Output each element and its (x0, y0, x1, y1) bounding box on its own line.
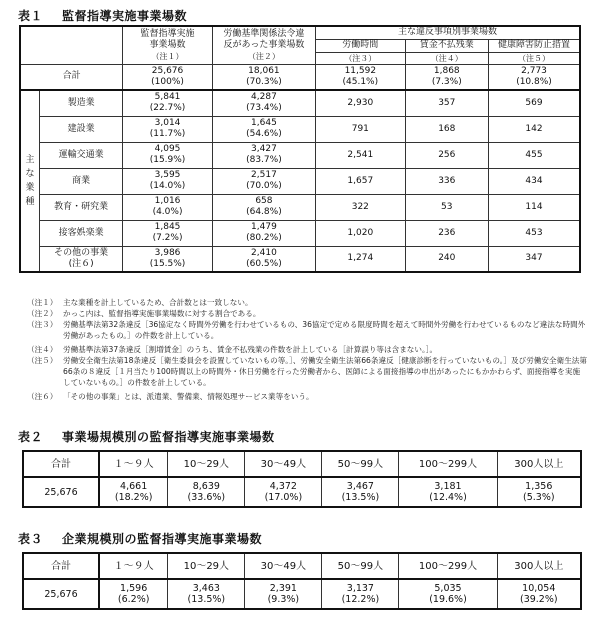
establishment-size-table (22, 450, 582, 508)
footnote: （注１） 主な業種を計上しているため、合計数とは一致しない。 (27, 298, 253, 307)
table-row: 商業 3,595 (14.0%) 2,517 (70.0%) 1,657 336 434 (20, 168, 580, 194)
table3-title-text: 企業規模別の監督指導実施事業場数 (62, 532, 263, 546)
header-inspected: 監督指導実施 事業場数 （注１） (123, 26, 212, 64)
table-row: 運輸交通業 4,095 (15.9%) 3,427 (83.7%) 2,541 256 455 (20, 142, 580, 168)
footnote: （注２） かっこ内は、監督指導実施事業場数に対する割合である。 (27, 309, 261, 318)
footnote: （注４） 労働基準法第37条違反［割増賃金］のうち、賃金不払残業の件数を計上している［計算誤り等は含まない。］。 (27, 345, 438, 354)
footnotes (27, 297, 587, 402)
table-row: 25,676 4,661 (18.2%) 8,639 (33.6%) 4,372 (17.0%) 3,467 (13.5%) 3,181 (12.4%) 1,356 (5.3%) (23, 477, 581, 507)
table3-title (18, 530, 262, 547)
footnote: （注３） 労働基準法第32条違反［36協定なく時間外労働を行わせているもの、36協定で定める限度時間を超えて時間外労働を行わせているものなど違法な時間外労働があったもの。］の件数を計上している。 (27, 320, 586, 340)
header-violations: 労働基準関係法令違 反があった事業場数 （注２） (212, 26, 315, 64)
header-row: 合計 １～９人 10～29人 30～49人 50～99人 100～299人 300人以上 (23, 553, 581, 579)
note-ref-4: （注４） (405, 52, 488, 64)
header-row: 合計 １～９人 10～29人 30～49人 50～99人 100～299人 300人以上 (23, 451, 581, 477)
note-ref-3: （注３） (316, 52, 405, 64)
table-row: 教育・研究業 1,016 (4.0%) 658 (64.8%) 322 53 114 (20, 194, 580, 220)
table-row: 接客娯楽業 1,845 (7.2%) 1,479 (80.2%) 1,020 236 453 (20, 220, 580, 246)
enterprise-size-table (22, 552, 582, 610)
table1-number: 表１ (18, 9, 44, 23)
table-row: 25,676 1,596 (6.2%) 3,463 (13.5%) 2,391 (9.3%) 3,137 (12.2%) 5,035 (19.6%) 10,054 (39.2%) (23, 579, 581, 609)
total-label: 合計 (20, 64, 123, 90)
header-health-measures: 健康障害防止措置 (489, 39, 580, 52)
table2-number: 表２ (18, 430, 44, 444)
table2-title (18, 428, 275, 445)
footnote: （注５） 労働安全衛生法第18条違反［衛生委員会を設置していないもの等。］、労働安全衛生法第66条違反［健康診断を行っていないもの。］及び労働安全衛生法第66条の８違反［１月当たり100時間以上の時間外・休日労働を行った労働者から、医師による面接指導の申出があったにもかかわらず、面接指導を実施していないもの。］の件数を計上している。 (27, 356, 587, 387)
inspection-table (19, 25, 581, 273)
table1-title (18, 7, 187, 24)
table-row: 建設業 3,014 (11.7%) 1,645 (54.6%) 791 168 142 (20, 116, 580, 142)
table-row: 主 な 業 種 製造業 5,841 (22.7%) 4,287 (73.4%) 2,930 357 569 (20, 90, 580, 116)
note-ref-5: （注５） (489, 52, 580, 64)
table3-number: 表３ (18, 532, 44, 546)
total-row: 合計 25,676 (100%) 18,061 (70.3%) 11,592 (45.1%) 1,868 (7.3%) 2,773 (10.8%) (20, 64, 580, 90)
table2-title-text: 事業場規模別の監督指導実施事業場数 (62, 430, 275, 444)
industry-group-label: 主 な 業 種 (20, 90, 39, 272)
table1-title-text: 監督指導実施事業場数 (62, 9, 188, 23)
header-working-hours: 労働時間 (316, 39, 405, 52)
footnote: （注６） 「その他の事業」とは、派遣業、警備業、情報処理サービス業等をいう。 (27, 392, 314, 401)
header-corner (20, 26, 123, 64)
header-unpaid-overtime: 賃金不払残業 (405, 39, 488, 52)
header-group: 主な違反事項別事業場数 (316, 26, 580, 39)
table-row: その他の事業 (注６) 3,986 (15.5%) 2,410 (60.5%) 1,274 240 347 (20, 246, 580, 272)
